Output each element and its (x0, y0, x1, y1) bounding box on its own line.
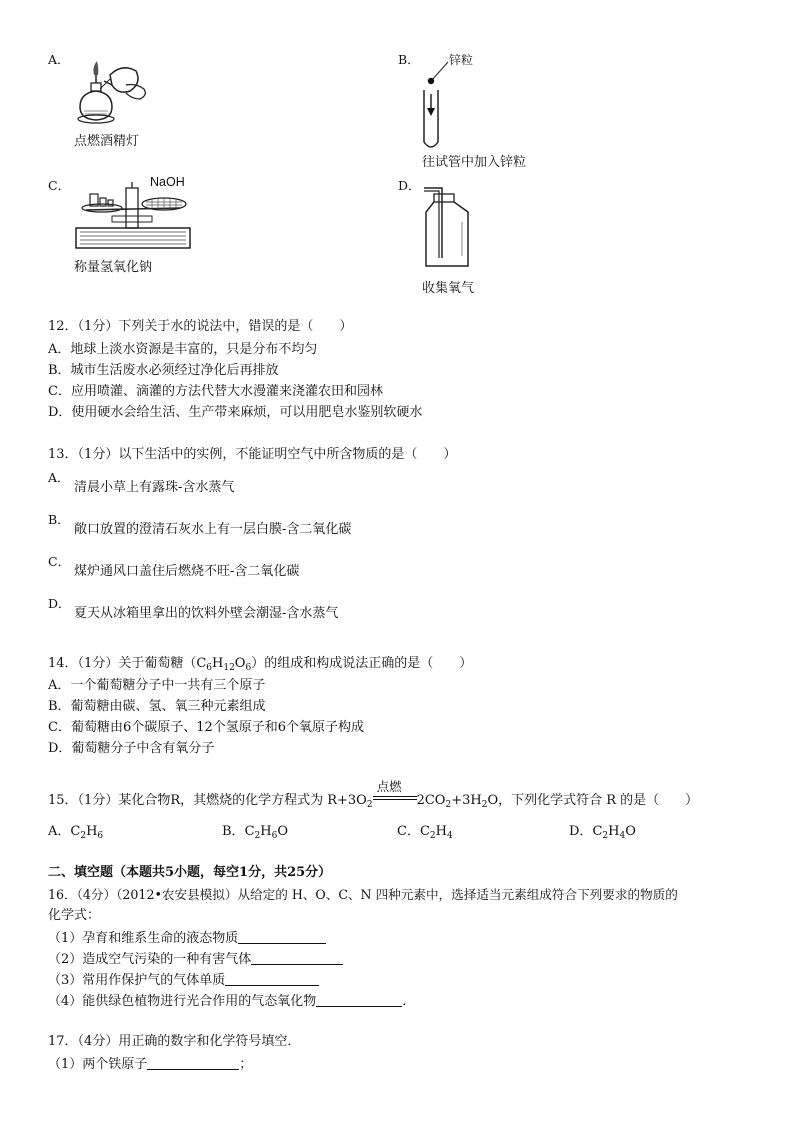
q16-item-1: （1）孕育和维系生命的液态物质 (48, 929, 326, 948)
option-a-letter: A． (48, 52, 70, 67)
q13-option-c-text: 煤炉通风口盖住后燃烧不旺-含二氧化碳 (74, 564, 300, 579)
q12-option-c: C．应用喷灌、滴灌的方法代替大水漫灌来浇灌农田和园林 (48, 384, 383, 399)
option-c-letter: C． (48, 178, 71, 193)
option-d-caption: 收集氧气 (422, 281, 475, 296)
option-b-caption: 往试管中加入锌粒 (422, 155, 527, 170)
q16-blank-4[interactable] (316, 992, 402, 1007)
option-c-caption: 称量氢氧化钠 (74, 260, 153, 275)
q13-option-d-text: 夏天从冰箱里拿出的饮料外壁会潮湿-含水蒸气 (74, 606, 339, 621)
option-b-letter: B． (398, 52, 420, 67)
q12-stem: 12．（1分）下列关于水的说法中，错误的是（ ） (48, 319, 353, 334)
q15-option-b: B．$C_2H_6O$ (222, 824, 288, 841)
q14-option-c: C．葡萄糖由6个碳原子、12个氢原子和6个氧原子构成 (48, 720, 365, 735)
q12-option-b: B．城市生活废水必须经过净化后再排放 (48, 363, 279, 378)
q13-option-d-letter: D． (48, 596, 71, 611)
q16-stem-line1: 16．（4分）（2012•农安县模拟）从给定的 H、O、C、N 四种元素中，选择适当元素组成符合下列要求的物质的 (48, 887, 678, 902)
gas-bottle-figure (418, 182, 478, 272)
q16-item-2: （2）造成空气污染的一种有害气体 (48, 950, 343, 969)
q13-option-b-text: 敞口放置的澄清石灰水上有一层白膜-含二氧化碳 (74, 522, 352, 537)
q14-option-b: B．葡萄糖由碳、氢、氧三种元素组成 (48, 699, 266, 714)
naoh-label: NaOH (150, 175, 185, 189)
zinc-label: 锌粒 (449, 53, 474, 67)
q16-item-3: （3）常用作保护气的气体单质 (48, 971, 319, 990)
q16-stem-line2: 化学式： (48, 908, 101, 923)
option-a-caption: 点燃酒精灯 (74, 134, 140, 149)
q12-option-d: D．使用硬水会给生活、生产带来麻烦，可以用肥皂水鉴别软硬水 (48, 405, 423, 420)
option-d-letter: D． (398, 178, 421, 193)
q14-option-d: D．葡萄糖分子中含有氧分子 (48, 741, 215, 756)
q17-blank-1[interactable] (147, 1055, 239, 1070)
section-2-title: 二、填空题（本题共5小题，每空1分，共25分） (48, 865, 332, 880)
q13-option-a-letter: A． (48, 470, 70, 485)
q14-option-a: A．一个葡萄糖分子中一共有三个原子 (48, 678, 266, 693)
balance-figure (72, 180, 194, 255)
q15-option-a: A．$C_2H_6$ (48, 824, 104, 841)
q13-option-b-letter: B． (48, 512, 70, 527)
alcohol-lamp-figure (70, 55, 150, 130)
q13-stem: 13．（1分）以下生活中的实例，不能证明空气中所含物质的是（ ） (48, 447, 457, 462)
q14-stem: 14．（1分）关于葡萄糖$(C_6H_{12}O_6)$的组成和构成说法正确的是（ ） (48, 656, 473, 673)
q15-option-c: C．$C_2H_4$ (397, 824, 453, 841)
q13-option-c-letter: C． (48, 554, 71, 569)
q16-item-4: （4）能供绿色植物进行光合作用的气态氧化物 ． (48, 994, 416, 1009)
q12-option-a: A．地球上淡水资源是丰富的，只是分布不均匀 (48, 342, 318, 357)
test-tube-figure (418, 60, 458, 155)
q17-stem: 17．（4分）用正确的数字和化学符号填空． (48, 1034, 301, 1049)
q15-stem: 15．（1分）某化合物R，其燃烧的化学方程式为 $R+3O_2$ 点燃 $2CO_2+3H_2O$，下列化学式符合 R 的是（ ） (48, 779, 699, 810)
q15-option-d: D．$C_2H_4O$ (569, 824, 636, 841)
reaction-condition: 点燃 (376, 779, 402, 794)
q16-blank-3[interactable] (225, 971, 319, 986)
q17-item-1: （1）两个铁原子 ； (48, 1057, 253, 1072)
q16-blank-1[interactable] (238, 929, 326, 944)
q13-option-a-text: 清晨小草上有露珠-含水蒸气 (74, 480, 235, 495)
q16-blank-2[interactable] (251, 950, 343, 965)
reaction-arrow (373, 779, 417, 804)
